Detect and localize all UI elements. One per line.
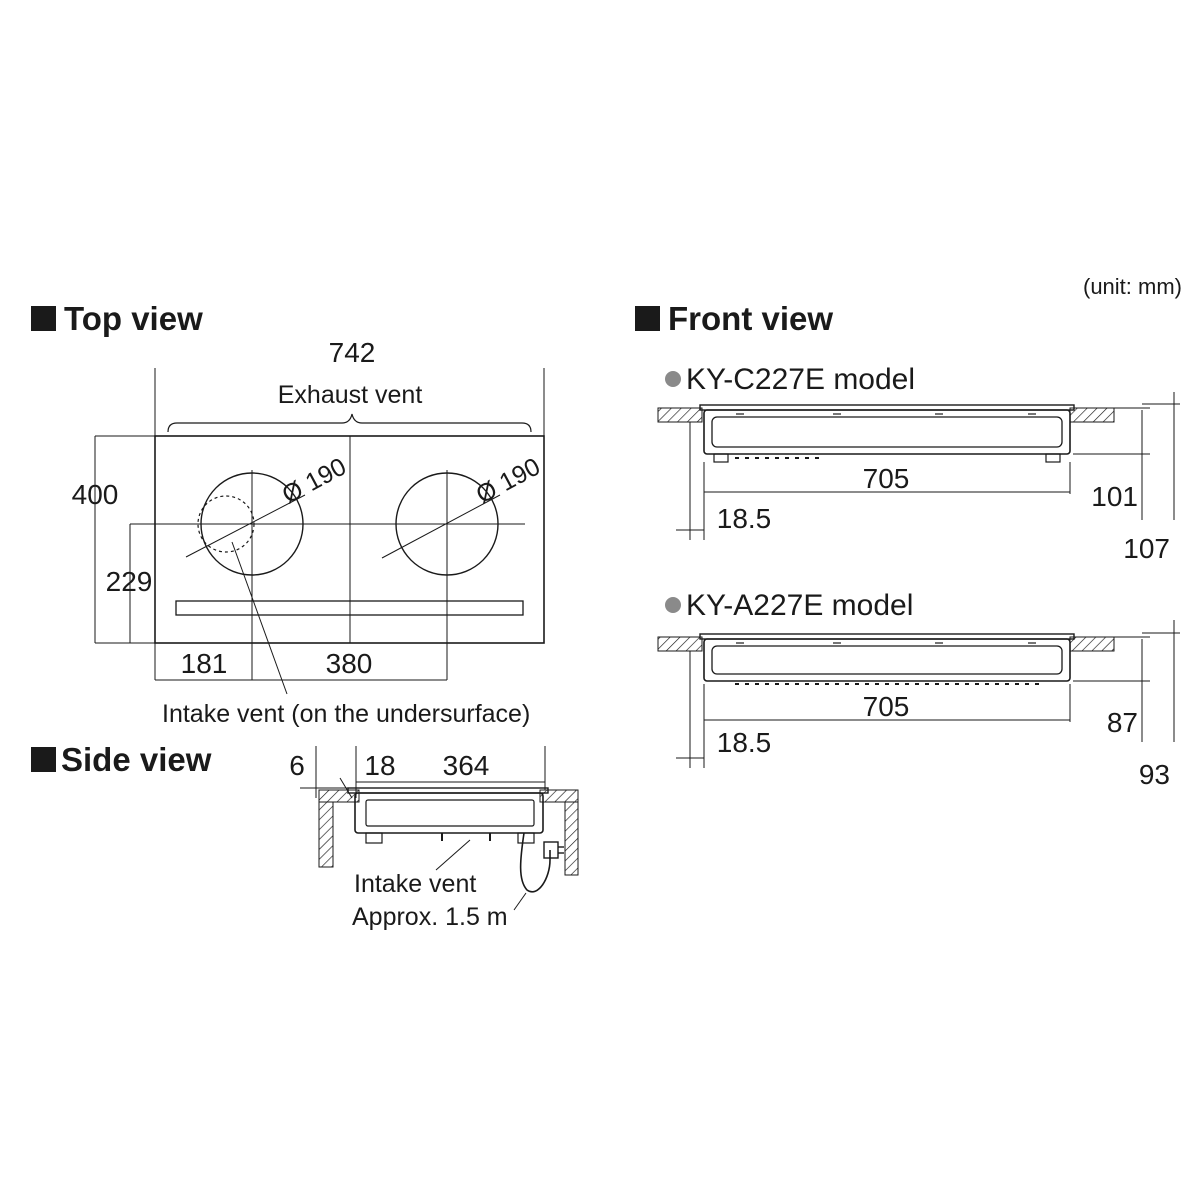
countertop-left (319, 790, 359, 802)
model-a-total-height: 93 (1138, 759, 1170, 790)
top-view-heading: Top view (64, 300, 203, 337)
exhaust-vent-brace (168, 414, 531, 432)
front-view (635, 300, 1180, 790)
right-burner-diameter: Ø 190 (471, 452, 545, 510)
dim-18: 18 (364, 750, 396, 781)
top-view (31, 300, 545, 728)
model-a-offset: 18.5 (716, 727, 772, 758)
side-view (31, 741, 578, 931)
height-dimension: 400 (71, 479, 119, 510)
model-c-total-height: 107 (1123, 533, 1170, 564)
side-view-heading: Side view (61, 741, 212, 778)
model-a-inner-height: 87 (1106, 707, 1138, 738)
heading-marker-icon (31, 747, 56, 772)
model-a-width: 705 (862, 691, 910, 722)
unit-note: (unit: mm) (1083, 274, 1182, 299)
heading-marker-icon (31, 306, 56, 331)
width-dimension: 742 (328, 337, 376, 368)
model-a-body (704, 639, 1070, 681)
front-view-heading: Front view (668, 300, 834, 337)
burner-axis-dimension: 229 (105, 566, 153, 597)
side-intake-label: Intake vent (354, 870, 477, 898)
left-offset-dimension: 181 (180, 648, 228, 679)
front-model-c (658, 363, 1180, 564)
heading-marker-icon (635, 306, 660, 331)
dim-364: 364 (442, 750, 490, 781)
exhaust-vent-label: Exhaust vent (277, 381, 423, 409)
intake-vent-label: Intake vent (on the undersurface) (162, 700, 531, 728)
model-c-offset: 18.5 (716, 503, 772, 534)
countertop-right (540, 790, 578, 802)
cabinet-wall-left (319, 802, 333, 867)
side-hob-body (355, 793, 543, 833)
model-c-label: KY-C227E model (686, 363, 916, 396)
model-c-width: 705 (862, 463, 910, 494)
left-burner-diameter: Ø 190 (277, 452, 351, 510)
burner-spacing-dimension: 380 (325, 648, 373, 679)
dim-6: 6 (289, 750, 305, 781)
plug-icon (544, 842, 558, 858)
cabinet-wall-right (565, 802, 578, 875)
model-bullet-icon (665, 597, 681, 613)
model-bullet-icon (665, 371, 681, 387)
model-a-label: KY-A227E model (686, 589, 914, 622)
model-c-inner-height: 101 (1091, 481, 1138, 512)
front-model-a (658, 589, 1180, 790)
cord-length-label: Approx. 1.5 m (352, 903, 508, 931)
